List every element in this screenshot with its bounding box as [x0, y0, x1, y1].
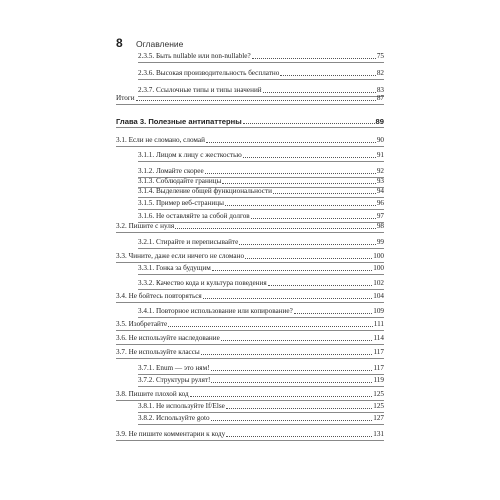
toc-entry: [138, 212, 384, 221]
toc-entry: [138, 52, 384, 61]
page-number: 8: [116, 36, 123, 50]
toc-entry-title: 3.8. Пишите плохой код: [116, 390, 189, 398]
entry-rule: [138, 209, 384, 210]
entry-rule: [116, 330, 384, 331]
toc-entry: [138, 151, 384, 160]
entry-rule: [116, 344, 384, 345]
dot-leader: [136, 99, 376, 101]
toc-entry-title: 3.3. Чините, даже если ничего не сломано: [116, 252, 245, 260]
toc-entry: [116, 252, 384, 261]
toc-entry-title: 3.1.2. Ломайте скорее: [138, 167, 204, 175]
toc-entry-title: 2.3.6. Высокая производительность бесплатно: [138, 69, 280, 77]
toc-entry-title: 3.4. Не бойтесь повторяться: [116, 292, 202, 300]
toc-entry: [138, 307, 384, 316]
entry-rule: [116, 232, 384, 233]
dot-leader: [273, 192, 376, 194]
dot-leader: [206, 141, 376, 143]
toc-entry-page: 100: [373, 264, 384, 272]
entry-rule: [138, 424, 384, 425]
toc-entry: [116, 94, 384, 103]
toc-entry-page: 91: [376, 151, 384, 159]
dot-leader: [226, 435, 372, 437]
dot-leader: [211, 419, 373, 421]
toc-entry: [116, 292, 384, 301]
toc-entry-title: Глава 3. Полезные антипаттерны: [116, 117, 242, 126]
toc-entry-page: 98: [376, 222, 384, 230]
dot-leader: [168, 325, 373, 327]
dot-leader: [226, 407, 372, 409]
toc-entry-page: 83: [376, 86, 384, 94]
toc-entry-page: 87: [376, 94, 384, 102]
toc-entry: [116, 348, 384, 357]
dot-leader: [203, 297, 372, 299]
toc-entry-page: 82: [376, 69, 384, 77]
toc-entry: [138, 264, 384, 273]
entry-rule: [138, 79, 384, 80]
entry-rule: [138, 289, 384, 290]
dot-leader: [211, 381, 372, 383]
toc-entry: [138, 376, 384, 385]
toc-entry-title: 3.1.5. Пример веб-страницы: [138, 199, 224, 207]
dot-leader: [222, 182, 375, 184]
toc-entry-page: 127: [373, 414, 384, 422]
entry-rule: [116, 400, 384, 401]
dot-leader: [201, 353, 373, 355]
toc-entry-title: 3.1. Если не сломано, сломай: [116, 136, 205, 144]
dot-leader: [190, 395, 373, 397]
toc-entry-page: 100: [373, 252, 384, 260]
toc-entry-title: 3.1.1. Лицом к лицу с жесткостью: [138, 151, 242, 159]
toc-entry-page: 99: [376, 238, 384, 246]
toc-entry-page: 89: [375, 117, 384, 126]
toc-entry: [116, 334, 384, 343]
dot-leader: [243, 122, 375, 124]
entry-rule: [116, 146, 384, 147]
dot-leader: [251, 217, 376, 219]
dot-leader: [268, 284, 373, 286]
dot-leader: [245, 257, 372, 259]
toc-entry-page: 97: [376, 212, 384, 220]
toc-entry-page: 125: [373, 390, 384, 398]
toc-entry: [138, 69, 384, 78]
entry-rule: [116, 358, 384, 359]
toc-entry-page: 104: [373, 292, 384, 300]
entry-rule: [138, 62, 384, 63]
toc-entry-title: 3.9. Не пишите комментарии к коду: [116, 430, 226, 438]
dot-leader: [205, 172, 376, 174]
toc-entry: [116, 430, 384, 439]
dot-leader: [243, 156, 376, 158]
entry-rule: [116, 104, 384, 105]
table-of-contents: [116, 0, 384, 500]
dot-leader: [221, 339, 373, 341]
toc-entry: [116, 390, 384, 399]
entry-rule: [138, 274, 384, 275]
entry-rule: [116, 262, 384, 263]
running-title: Оглавление: [136, 39, 184, 49]
toc-entry: [138, 364, 384, 373]
toc-entry-page: 109: [373, 307, 384, 315]
entry-rule: [138, 374, 384, 375]
toc-entry-title: 3.2.1. Стирайте и переписывайте: [138, 238, 239, 246]
toc-entry-page: 125: [373, 402, 384, 410]
toc-entry-page: 75: [376, 52, 384, 60]
toc-entry-title: 3.7.1. Enum — это ням!: [138, 364, 210, 372]
toc-entry-title: 3.8.2. Используйте goto: [138, 414, 210, 422]
toc-entry: [138, 167, 384, 176]
entry-rule: [138, 248, 384, 249]
toc-entry-title: 3.2. Пишите с нуля: [116, 222, 175, 230]
dot-leader: [252, 57, 376, 59]
dot-leader: [294, 312, 372, 314]
toc-entry: [138, 414, 384, 423]
entry-rule: [116, 440, 384, 441]
toc-entry-title: 3.7.2. Структуры рулят!: [138, 376, 211, 384]
entry-rule: [116, 127, 384, 128]
toc-entry-title: 2.3.5. Быть nullable или non-nullable?: [138, 52, 251, 60]
toc-entry: [138, 402, 384, 411]
toc-entry-page: 114: [373, 334, 384, 342]
toc-entry-page: 117: [373, 364, 384, 372]
dot-leader: [225, 204, 376, 206]
toc-entry: [116, 320, 384, 329]
toc-entry-title: 3.4.1. Повторное использование или копирование?: [138, 307, 293, 315]
toc-entry-page: 90: [376, 136, 384, 144]
toc-entry-title: 3.6. Не используйте наследование: [116, 334, 220, 342]
toc-entry-title: Итоги: [116, 94, 135, 102]
toc-entry-page: 131: [373, 430, 384, 438]
toc-entry-page: 93: [376, 177, 384, 185]
toc-entry-title: 3.3.1. Гонка за будущим: [138, 264, 211, 272]
dot-leader: [212, 269, 372, 271]
toc-entry-title: 3.8.1. Не используйте If/Else: [138, 402, 225, 410]
toc-entry-title: 3.1.3. Соблюдайте границы: [138, 177, 222, 185]
toc-entry-title: 3.7. Не используйте классы: [116, 348, 200, 356]
toc-entry-title: 3.3.2. Качество кода и культура поведения: [138, 279, 267, 287]
toc-entry-title: 2.3.7. Ссылочные типы и типы значений: [138, 86, 262, 94]
toc-chapter: [116, 117, 384, 126]
entry-rule: [138, 412, 384, 413]
toc-entry-page: 94: [376, 187, 384, 195]
toc-entry-title: 3.5. Изобретайте: [116, 320, 168, 328]
toc-entry: [138, 187, 384, 196]
dot-leader: [280, 74, 375, 76]
toc-entry-page: 117: [373, 348, 384, 356]
entry-rule: [138, 386, 384, 387]
toc-entry-page: 92: [376, 167, 384, 175]
entry-rule: [116, 302, 384, 303]
entry-rule: [138, 317, 384, 318]
toc-entry: [116, 136, 384, 145]
entry-rule: [138, 197, 384, 198]
dot-leader: [175, 227, 376, 229]
toc-entry-page: 111: [373, 320, 384, 328]
toc-entry: [138, 279, 384, 288]
toc-entry: [138, 199, 384, 208]
dot-leader: [263, 91, 376, 93]
toc-entry: [138, 177, 384, 186]
toc-entry-title: 3.1.6. Не оставляйте за собой долгов: [138, 212, 250, 220]
toc-entry: [116, 222, 384, 231]
toc-entry: [138, 238, 384, 247]
toc-entry-page: 102: [373, 279, 384, 287]
toc-entry-page: 96: [376, 199, 384, 207]
toc-entry-title: 3.1.4. Выделение общей функциональности: [138, 187, 272, 195]
dot-leader: [239, 243, 376, 245]
entry-rule: [138, 161, 384, 162]
dot-leader: [211, 369, 373, 371]
toc-entry-page: 119: [373, 376, 384, 384]
